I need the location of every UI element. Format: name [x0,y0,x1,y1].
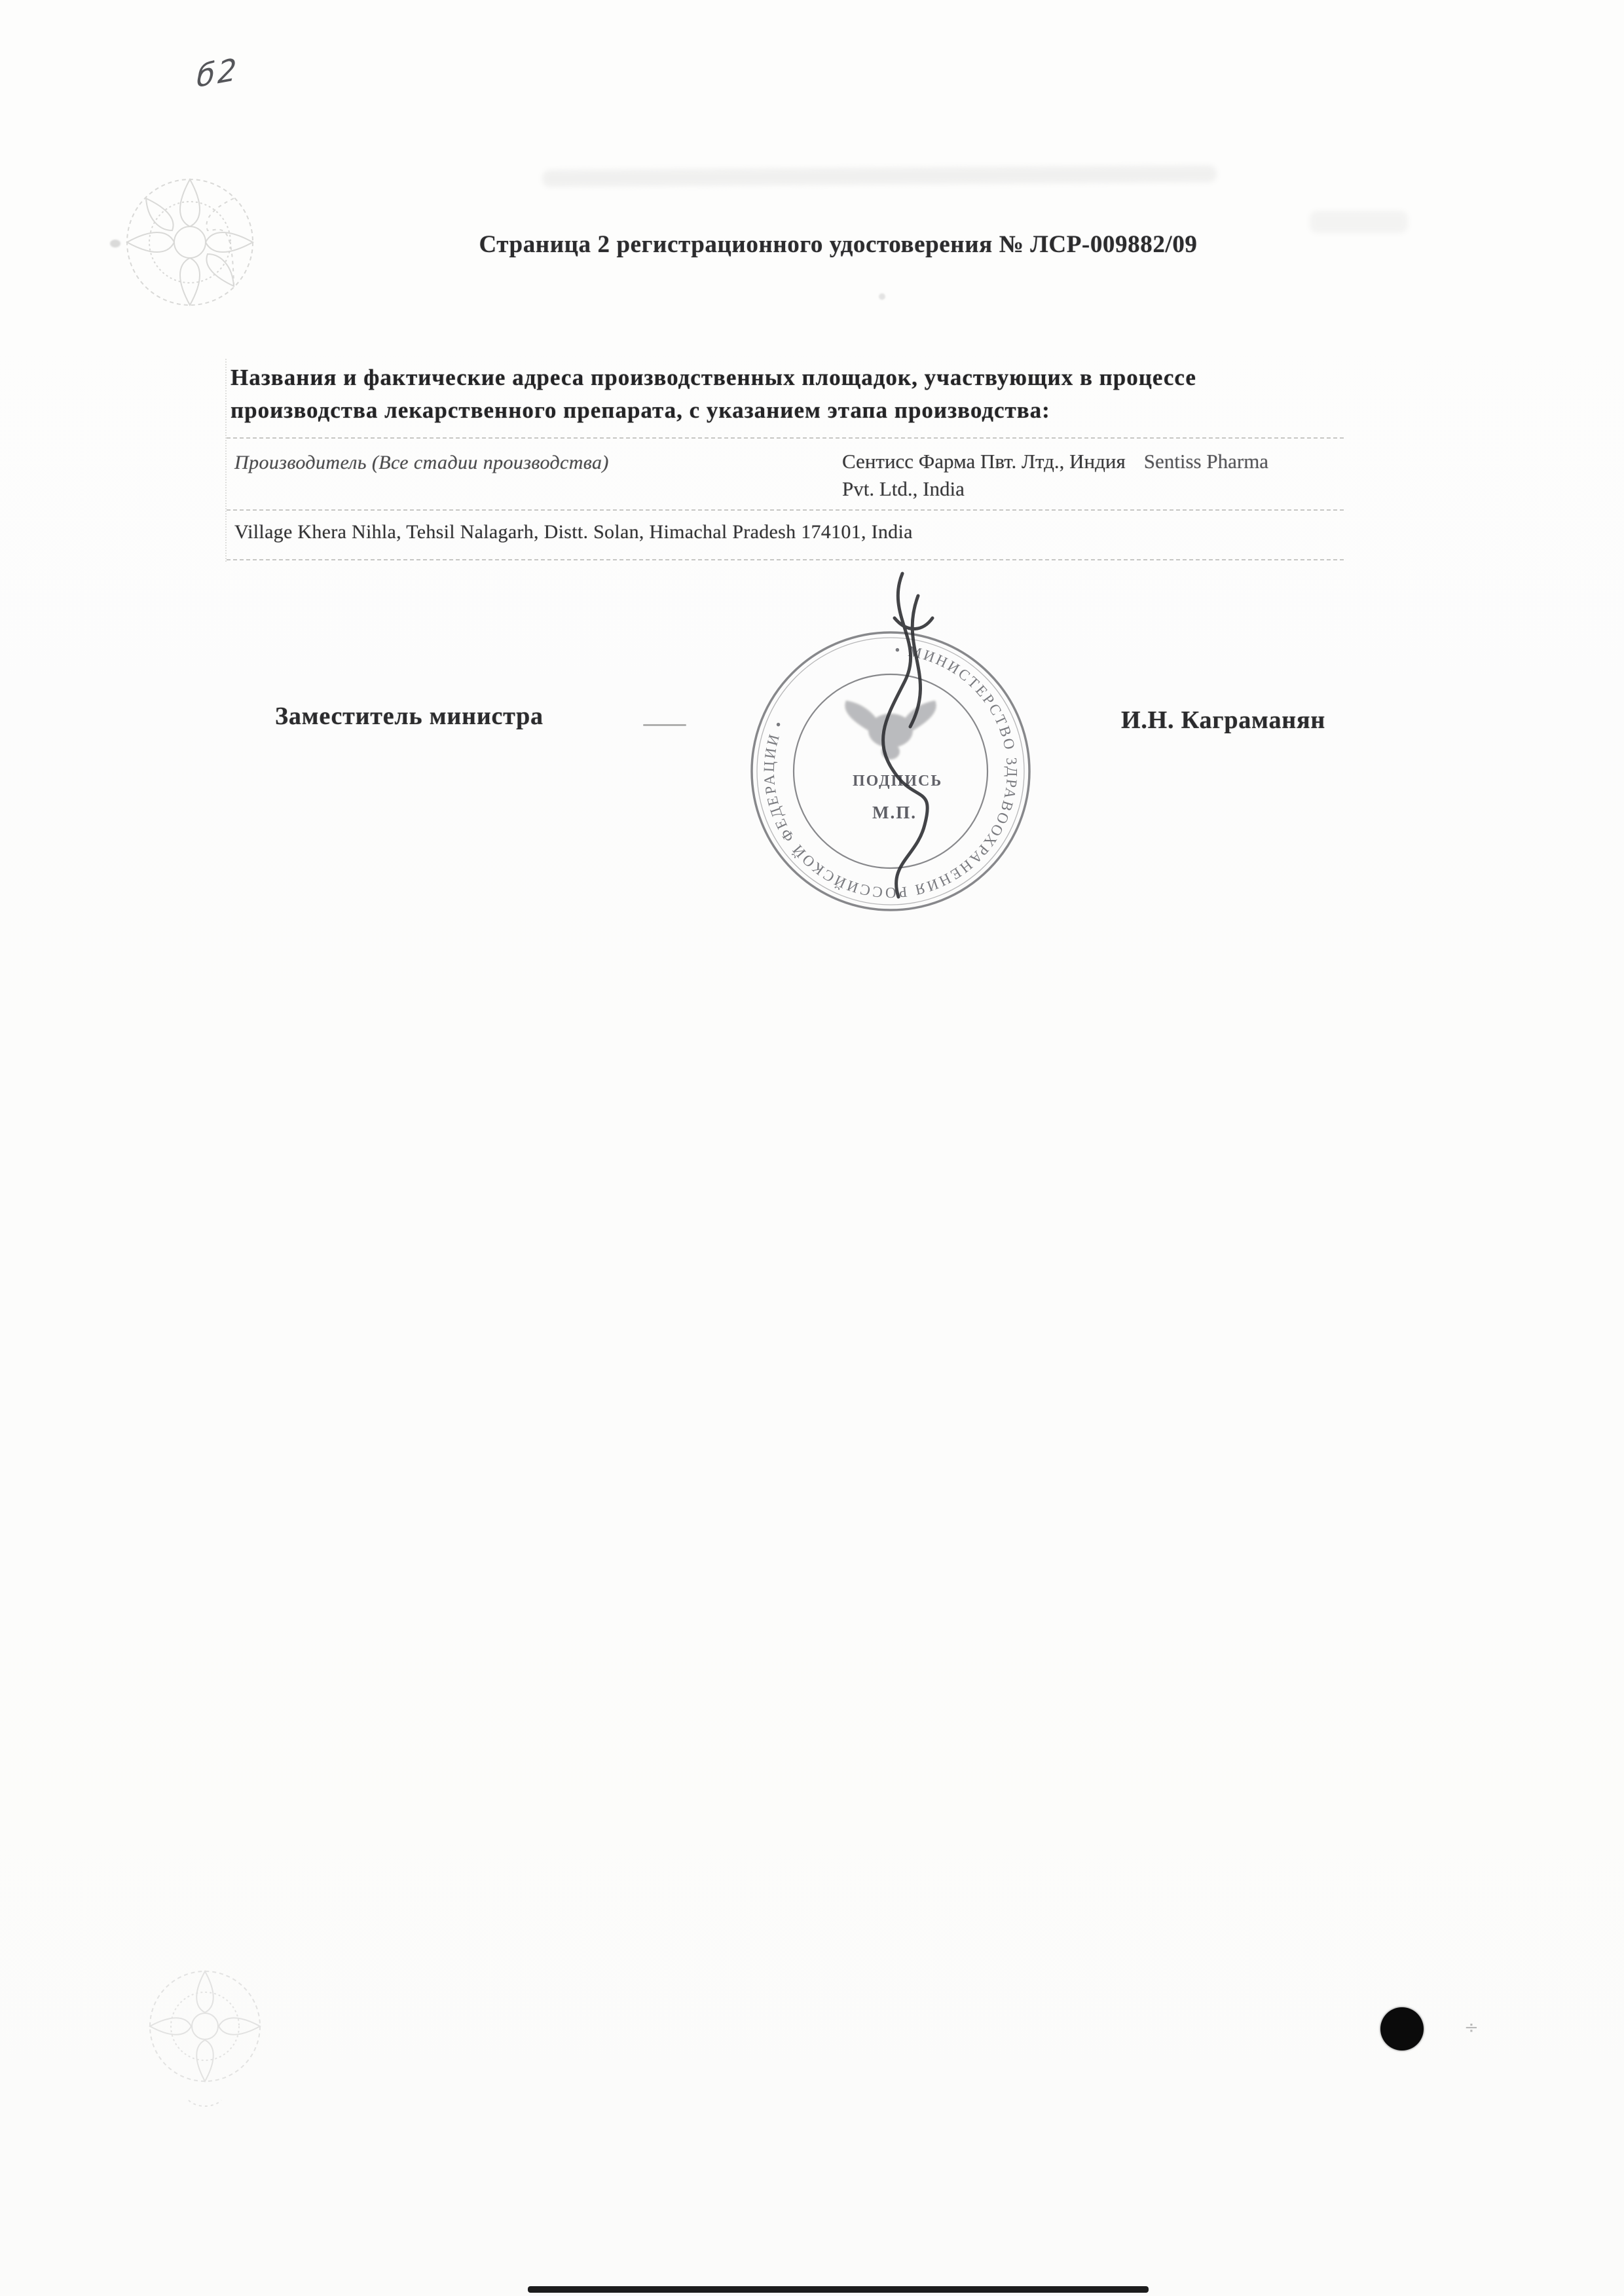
seal-podpis-label: ПОДПИСЬ [853,773,943,790]
table-rule-top [227,437,1344,439]
table-left-border [225,359,227,562]
manufacturer-stage-label: Производитель (Все стадии производства) [234,452,609,473]
page-title: Страница 2 регистрационного удостоверения № ЛСР-009882/09 [479,231,1198,258]
handwritten-page-number: б2 [196,50,240,95]
manufacturer-name-en-line2: Pvt. Ltd., India [842,477,965,500]
manufacturer-name [842,448,1418,503]
scan-smudge-top [542,165,1217,187]
signature-line-dash [643,724,686,726]
seal-rim-text: • МИНИСТЕРСТВО ЗДРАВООХРАНЕНИЯ РОССИЙСКОЙ ФЕДЕРАЦИИ • [760,642,1021,902]
official-seal [707,555,1100,974]
signer-name: И.Н. Каграманян [1121,706,1326,734]
punch-hole [1380,2007,1424,2050]
table-rule-middle [227,509,1344,511]
watermark-stamp-bottom-left [123,1951,287,2115]
scan-smudge-top-right [1310,211,1408,233]
scan-edge-line [528,2286,1149,2293]
scan-mark-bottom-right: ÷ [1464,2018,1479,2037]
manufacturer-name-en-line1: Sentiss Pharma [1143,450,1269,473]
section-heading: Названия и фактические адреса производственных площадок, участвующих в процессе производства лекарственного препарата, с указанием этапа производства: [231,365,1196,423]
signer-position-title: Заместитель министра [275,702,544,730]
manufacturer-address: Village Khera Nihla, Tehsil Nalagarh, Distt. Solan, Himachal Pradesh 174101, India [234,521,913,543]
manufacturer-name-ru: Сентисс Фарма Пвт. Лтд., Индия [842,450,1126,473]
seal-graphic [707,555,1100,974]
scan-speck [879,293,885,300]
seal-mp-label: М.П. [872,803,917,822]
watermark-stamp-top-left [98,157,295,334]
